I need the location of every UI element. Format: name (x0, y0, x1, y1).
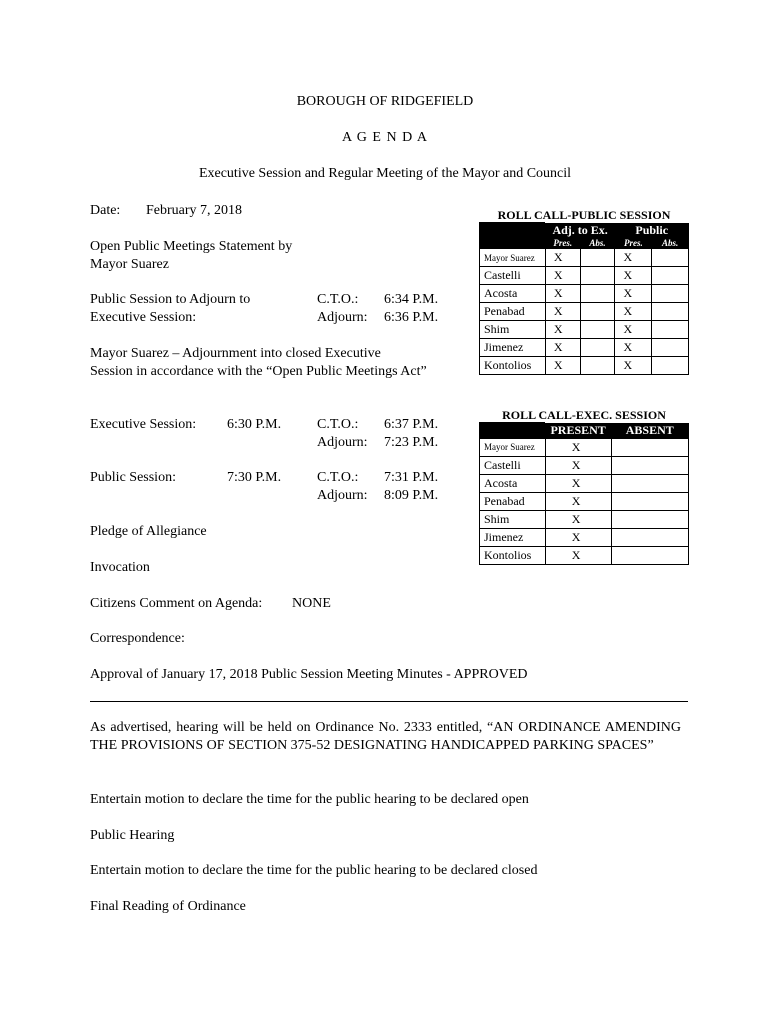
table-row (480, 357, 689, 375)
cell (580, 249, 615, 267)
cell (652, 339, 689, 357)
cto-time: 6:34 P.M. (384, 292, 439, 307)
document-title: BOROUGH OF RIDGEFIELD (296, 94, 474, 109)
exec-cto-time: 6:37 P.M. (384, 417, 439, 432)
adjournment-line-1: Mayor Suarez – Adjournment into closed Executive (90, 346, 381, 361)
cell (652, 303, 689, 321)
cell: X (615, 285, 652, 303)
roll-exec-table (479, 422, 689, 565)
agenda-heading: A G E N D A (341, 130, 429, 145)
cell: X (545, 285, 580, 303)
exec-adjourn-time: 7:23 P.M. (384, 435, 439, 450)
cto-label: C.T.O.: (317, 292, 359, 307)
public-cto-label: C.T.O.: (317, 470, 359, 485)
cell: X (545, 546, 611, 564)
date-label: Date: (90, 203, 121, 218)
public-to-exec-line-1: Public Session to Adjourn to (90, 292, 251, 307)
cell: X (615, 321, 652, 339)
final-reading: Final Reading of Ordinance (90, 899, 246, 914)
member-name: Acosta (480, 474, 546, 492)
cell (580, 339, 615, 357)
roll-public-table (479, 222, 689, 375)
member-name: Mayor Suarez (480, 249, 546, 267)
adjourn-time: 6:36 P.M. (384, 310, 439, 325)
table-row (480, 546, 689, 564)
cell (652, 357, 689, 375)
cell (611, 438, 688, 456)
exec-session-label: Executive Session: (90, 417, 197, 432)
roll-public-title: ROLL CALL-PUBLIC SESSION (497, 208, 671, 222)
sub-abs-1: Abs. (580, 238, 615, 249)
table-row (480, 438, 689, 456)
divider-line (90, 701, 688, 702)
cell: X (545, 510, 611, 528)
roll-exec-header (480, 423, 689, 439)
member-name: Kontolios (480, 357, 546, 375)
cell (580, 303, 615, 321)
exec-session-time: 6:30 P.M. (227, 417, 282, 432)
member-name: Jimenez (480, 528, 546, 546)
roll-public-header (480, 223, 689, 238)
table-row (480, 474, 689, 492)
cell: X (615, 357, 652, 375)
member-name: Castelli (480, 456, 546, 474)
cell: X (545, 321, 580, 339)
adjourn-label: Adjourn: (317, 310, 368, 325)
table-row (480, 510, 689, 528)
ordinance-paragraph: As advertised, hearing will be held on Ordinance No. 2333 entitled, “AN ORDINANCE AMENDING THE PROVISIONS OF SECTION 375-52 DESIGNATING HANDICAPPED PARKING SPACES” (90, 720, 681, 753)
cell: X (615, 339, 652, 357)
cell (611, 456, 688, 474)
absent-header: ABSENT (611, 423, 688, 439)
member-name: Jimenez (480, 339, 546, 357)
cell (611, 510, 688, 528)
minutes-approval: Approval of January 17, 2018 Public Session Meeting Minutes - APPROVED (90, 667, 528, 682)
cell (652, 321, 689, 339)
adjournment-line-2: Session in accordance with the “Open Public Meetings Act” (90, 364, 427, 379)
date-value: February 7, 2018 (146, 203, 243, 218)
meeting-subtitle: Executive Session and Regular Meeting of the Mayor and Council (198, 166, 572, 181)
citizens-comment-value: NONE (292, 596, 331, 611)
table-row (480, 528, 689, 546)
table-row (480, 321, 689, 339)
member-name: Acosta (480, 285, 546, 303)
public-to-exec-line-2: Executive Session: (90, 310, 197, 325)
public-session-label: Public Session: (90, 470, 176, 485)
cell (652, 249, 689, 267)
present-header: PRESENT (545, 423, 611, 439)
cell: X (545, 357, 580, 375)
cell: X (545, 528, 611, 546)
cell: X (545, 456, 611, 474)
sub-pres-2: Pres. (615, 238, 652, 249)
cell: X (545, 339, 580, 357)
cell (611, 492, 688, 510)
roll-exec-title: ROLL CALL-EXEC. SESSION (502, 408, 666, 422)
cell (580, 267, 615, 285)
cell (580, 321, 615, 339)
pledge: Pledge of Allegiance (90, 524, 207, 539)
table-row (480, 492, 689, 510)
sub-pres-1: Pres. (545, 238, 580, 249)
motion-closed: Entertain motion to declare the time for the public hearing to be declared closed (90, 863, 538, 878)
member-name: Penabad (480, 303, 546, 321)
roll-public-subheader (480, 238, 689, 249)
public-cto-time: 7:31 P.M. (384, 470, 439, 485)
cell: X (545, 438, 611, 456)
opma-line-2: Mayor Suarez (90, 257, 169, 272)
table-row (480, 267, 689, 285)
member-name: Shim (480, 321, 546, 339)
table-row (480, 339, 689, 357)
roll-public-group-2: Public (615, 223, 689, 238)
motion-open: Entertain motion to declare the time for the public hearing to be declared open (90, 792, 529, 807)
public-hearing: Public Hearing (90, 828, 175, 843)
public-session-time: 7:30 P.M. (227, 470, 282, 485)
cell: X (615, 267, 652, 285)
member-name: Penabad (480, 492, 546, 510)
public-adjourn-label: Adjourn: (317, 488, 368, 503)
exec-adjourn-label: Adjourn: (317, 435, 368, 450)
cell (652, 267, 689, 285)
cell: X (615, 249, 652, 267)
cell (611, 474, 688, 492)
member-name: Mayor Suarez (480, 438, 546, 456)
cell (580, 357, 615, 375)
cell: X (545, 249, 580, 267)
roll-public-group-1: Adj. to Ex. (545, 223, 615, 238)
correspondence: Correspondence: (90, 631, 185, 646)
table-row (480, 303, 689, 321)
cell (652, 285, 689, 303)
cell: X (545, 303, 580, 321)
cell (611, 546, 688, 564)
cell: X (615, 303, 652, 321)
sub-abs-2: Abs. (652, 238, 689, 249)
cell: X (545, 474, 611, 492)
member-name: Castelli (480, 267, 546, 285)
member-name: Shim (480, 510, 546, 528)
invocation: Invocation (90, 560, 150, 575)
cell (611, 528, 688, 546)
exec-cto-label: C.T.O.: (317, 417, 359, 432)
opma-line-1: Open Public Meetings Statement by (90, 239, 293, 254)
table-row (480, 285, 689, 303)
cell: X (545, 492, 611, 510)
table-row (480, 456, 689, 474)
member-name: Kontolios (480, 546, 546, 564)
cell: X (545, 267, 580, 285)
table-row (480, 249, 689, 267)
cell (580, 285, 615, 303)
public-adjourn-time: 8:09 P.M. (384, 488, 439, 503)
citizens-comment-label: Citizens Comment on Agenda: (90, 596, 263, 611)
